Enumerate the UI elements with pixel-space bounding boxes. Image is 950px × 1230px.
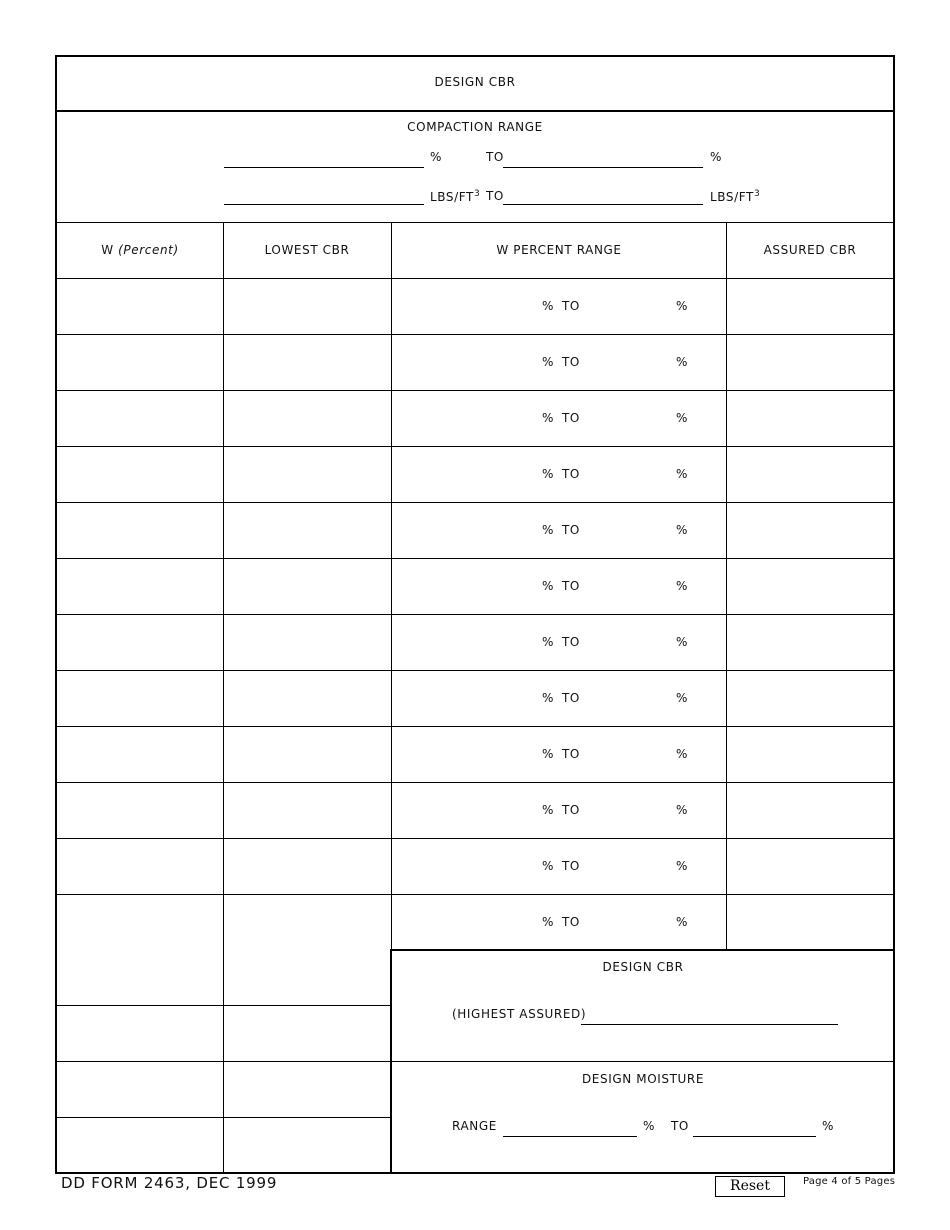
assured-cbr-field-12[interactable] [732,900,892,946]
row-to-label: TO [562,691,580,705]
design-cbr-title: DESIGN CBR [602,960,684,974]
divider [55,1005,391,1006]
row-pct-label: % [542,859,555,873]
table-row-divider [55,334,895,335]
lowest-cbr-field-7[interactable] [228,620,390,666]
lowest-cbr-field-4[interactable] [228,452,390,498]
lowest-cbr-field-5[interactable] [228,508,390,554]
w-percent-field-11[interactable] [60,844,222,890]
w-range-from-field-7[interactable] [397,620,541,666]
reset-button[interactable]: Reset [715,1176,785,1197]
lowest-cbr-field-13[interactable] [228,955,390,1001]
assured-cbr-field-6[interactable] [732,564,892,610]
row-pct-label: % [542,355,555,369]
compaction-lbs-unit-2: LBS/$FT^3$ [710,189,761,204]
row-pct-label: % [542,691,555,705]
lowest-cbr-field-15[interactable] [228,1067,390,1113]
w-range-to-field-9[interactable] [585,732,677,778]
divider [55,110,895,112]
w-range-from-field-8[interactable] [397,676,541,722]
table-row-divider [55,670,895,671]
compaction-lbs-unit: LBS/$FT^3$ [430,189,481,204]
w-range-to-field-2[interactable] [585,340,677,386]
row-to-label: TO [562,747,580,761]
compaction-pct-unit: % [430,150,443,164]
assured-cbr-field-5[interactable] [732,508,892,554]
w-range-from-field-9[interactable] [397,732,541,778]
row-pct-label: % [676,523,689,537]
w-percent-field-16[interactable] [60,1123,222,1169]
assured-cbr-field-4[interactable] [732,452,892,498]
row-pct-label: % [542,523,555,537]
row-pct-label: % [676,747,689,761]
assured-cbr-field-2[interactable] [732,340,892,386]
row-pct-label: % [542,747,555,761]
table-row-divider [55,278,895,279]
w-range-to-field-10[interactable] [585,788,677,834]
row-pct-label: % [676,691,689,705]
w-range-to-field-11[interactable] [585,844,677,890]
w-range-from-field-12[interactable] [397,900,541,946]
w-percent-field-12[interactable] [60,900,222,946]
w-range-to-field-6[interactable] [585,564,677,610]
underline [224,167,424,168]
table-row-divider [55,782,895,783]
divider [390,949,895,951]
assured-cbr-field-7[interactable] [732,620,892,666]
row-to-label: TO [562,299,580,313]
design-moisture-title: DESIGN MOISTURE [581,1072,705,1086]
row-pct-label: % [542,803,555,817]
row-pct-label: % [542,915,555,929]
w-range-from-field-10[interactable] [397,788,541,834]
design-moisture-to: TO [671,1119,689,1133]
compaction-pct-from-field[interactable] [224,150,424,166]
row-to-label: TO [562,523,580,537]
design-moisture-range-label: RANGE [452,1119,497,1133]
row-pct-label: % [676,299,689,313]
row-pct-label: % [542,411,555,425]
w-range-to-field-5[interactable] [585,508,677,554]
header-title: DESIGN CBR [434,75,516,89]
row-pct-label: % [676,635,689,649]
w-percent-field-8[interactable] [60,676,222,722]
w-percent-field-9[interactable] [60,732,222,778]
assured-cbr-field-10[interactable] [732,788,892,834]
compaction-lbs-to-field[interactable] [503,188,703,204]
w-range-to-field-12[interactable] [585,900,677,946]
w-percent-field-7[interactable] [60,620,222,666]
row-to-label: TO [562,915,580,929]
w-percent-field-6[interactable] [60,564,222,610]
table-row-divider [55,894,895,895]
w-range-to-field-8[interactable] [585,676,677,722]
row-pct-label: % [676,467,689,481]
w-range-from-field-6[interactable] [397,564,541,610]
col-header-w-percent-range: W PERCENT RANGE [496,243,622,257]
lowest-cbr-field-2[interactable] [228,340,390,386]
row-pct-label: % [676,915,689,929]
w-percent-field-10[interactable] [60,788,222,834]
row-pct-label: % [542,467,555,481]
underline [503,1136,637,1137]
lowest-cbr-field-12[interactable] [228,900,390,946]
divider [55,1061,391,1062]
lowest-cbr-field-16[interactable] [228,1123,390,1169]
underline [693,1136,816,1137]
design-moisture-pct: % [643,1119,656,1133]
col-header-lowest-cbr: LOWEST CBR [264,243,350,257]
row-pct-label: % [542,299,555,313]
divider [55,1117,391,1118]
grid-line [391,222,392,950]
design-moisture-to-field[interactable] [693,1119,816,1135]
row-to-label: TO [562,859,580,873]
divider [55,222,895,223]
w-percent-field-1[interactable] [60,284,222,330]
w-percent-field-4[interactable] [60,452,222,498]
assured-cbr-field-8[interactable] [732,676,892,722]
w-range-from-field-3[interactable] [397,396,541,442]
col-header-assured-cbr: ASSURED CBR [763,243,857,257]
compaction-lbs-from-field[interactable] [224,188,424,204]
underline [224,204,424,205]
compaction-title: COMPACTION RANGE [407,120,543,134]
row-to-label: TO [562,411,580,425]
w-range-from-field-4[interactable] [397,452,541,498]
row-to-label: TO [562,355,580,369]
design-moisture-from-field[interactable] [503,1119,637,1135]
w-percent-field-5[interactable] [60,508,222,554]
row-pct-label: % [676,859,689,873]
table-row-divider [55,446,895,447]
compaction-pct-unit-2: % [710,150,723,164]
w-range-from-field-5[interactable] [397,508,541,554]
w-range-to-field-7[interactable] [585,620,677,666]
w-range-from-field-1[interactable] [397,284,541,330]
divider [390,1061,895,1062]
grid-line [223,222,224,1173]
w-percent-field-13[interactable] [60,955,222,1001]
lowest-cbr-field-3[interactable] [228,396,390,442]
row-to-label: TO [562,803,580,817]
row-to-label: TO [562,467,580,481]
compaction-to-label-2: TO [486,189,504,203]
row-pct-label: % [676,803,689,817]
table-row-divider [55,614,895,615]
page-info: Page 4 of 5 Pages [803,1176,896,1187]
grid-line [726,222,727,950]
w-percent-field-15[interactable] [60,1067,222,1113]
underline [503,167,703,168]
lowest-cbr-field-11[interactable] [228,844,390,890]
w-range-from-field-11[interactable] [397,844,541,890]
w-percent-field-2[interactable] [60,340,222,386]
table-row-divider [55,726,895,727]
table-row-divider [55,390,895,391]
compaction-to-label: TO [486,150,504,164]
w-percent-field-14[interactable] [60,1011,222,1057]
w-range-from-field-2[interactable] [397,340,541,386]
lowest-cbr-field-9[interactable] [228,732,390,778]
compaction-pct-to-field[interactable] [503,150,703,166]
lowest-cbr-field-14[interactable] [228,1011,390,1057]
row-to-label: TO [562,635,580,649]
design-cbr-field[interactable] [581,1007,838,1023]
table-row-divider [55,502,895,503]
w-range-to-field-1[interactable] [585,284,677,330]
form-id: DD FORM 2463, DEC 1999 [61,1174,278,1192]
row-pct-label: % [676,355,689,369]
col-header-w: W (Percent) [101,243,179,257]
row-pct-label: % [542,635,555,649]
table-row-divider [55,558,895,559]
underline [503,204,703,205]
row-pct-label: % [542,579,555,593]
lowest-cbr-field-6[interactable] [228,564,390,610]
table-row-divider [55,838,895,839]
assured-cbr-field-11[interactable] [732,844,892,890]
assured-cbr-field-3[interactable] [732,396,892,442]
assured-cbr-field-1[interactable] [732,284,892,330]
w-percent-field-3[interactable] [60,396,222,442]
lowest-cbr-field-1[interactable] [228,284,390,330]
lowest-cbr-field-8[interactable] [228,676,390,722]
w-range-to-field-3[interactable] [585,396,677,442]
row-pct-label: % [676,411,689,425]
underline [581,1024,838,1025]
assured-cbr-field-9[interactable] [732,732,892,778]
w-range-to-field-4[interactable] [585,452,677,498]
design-cbr-label: (HIGHEST ASSURED) [452,1007,587,1021]
lowest-cbr-field-10[interactable] [228,788,390,834]
row-pct-label: % [676,579,689,593]
row-to-label: TO [562,579,580,593]
design-moisture-pct-2: % [822,1119,835,1133]
